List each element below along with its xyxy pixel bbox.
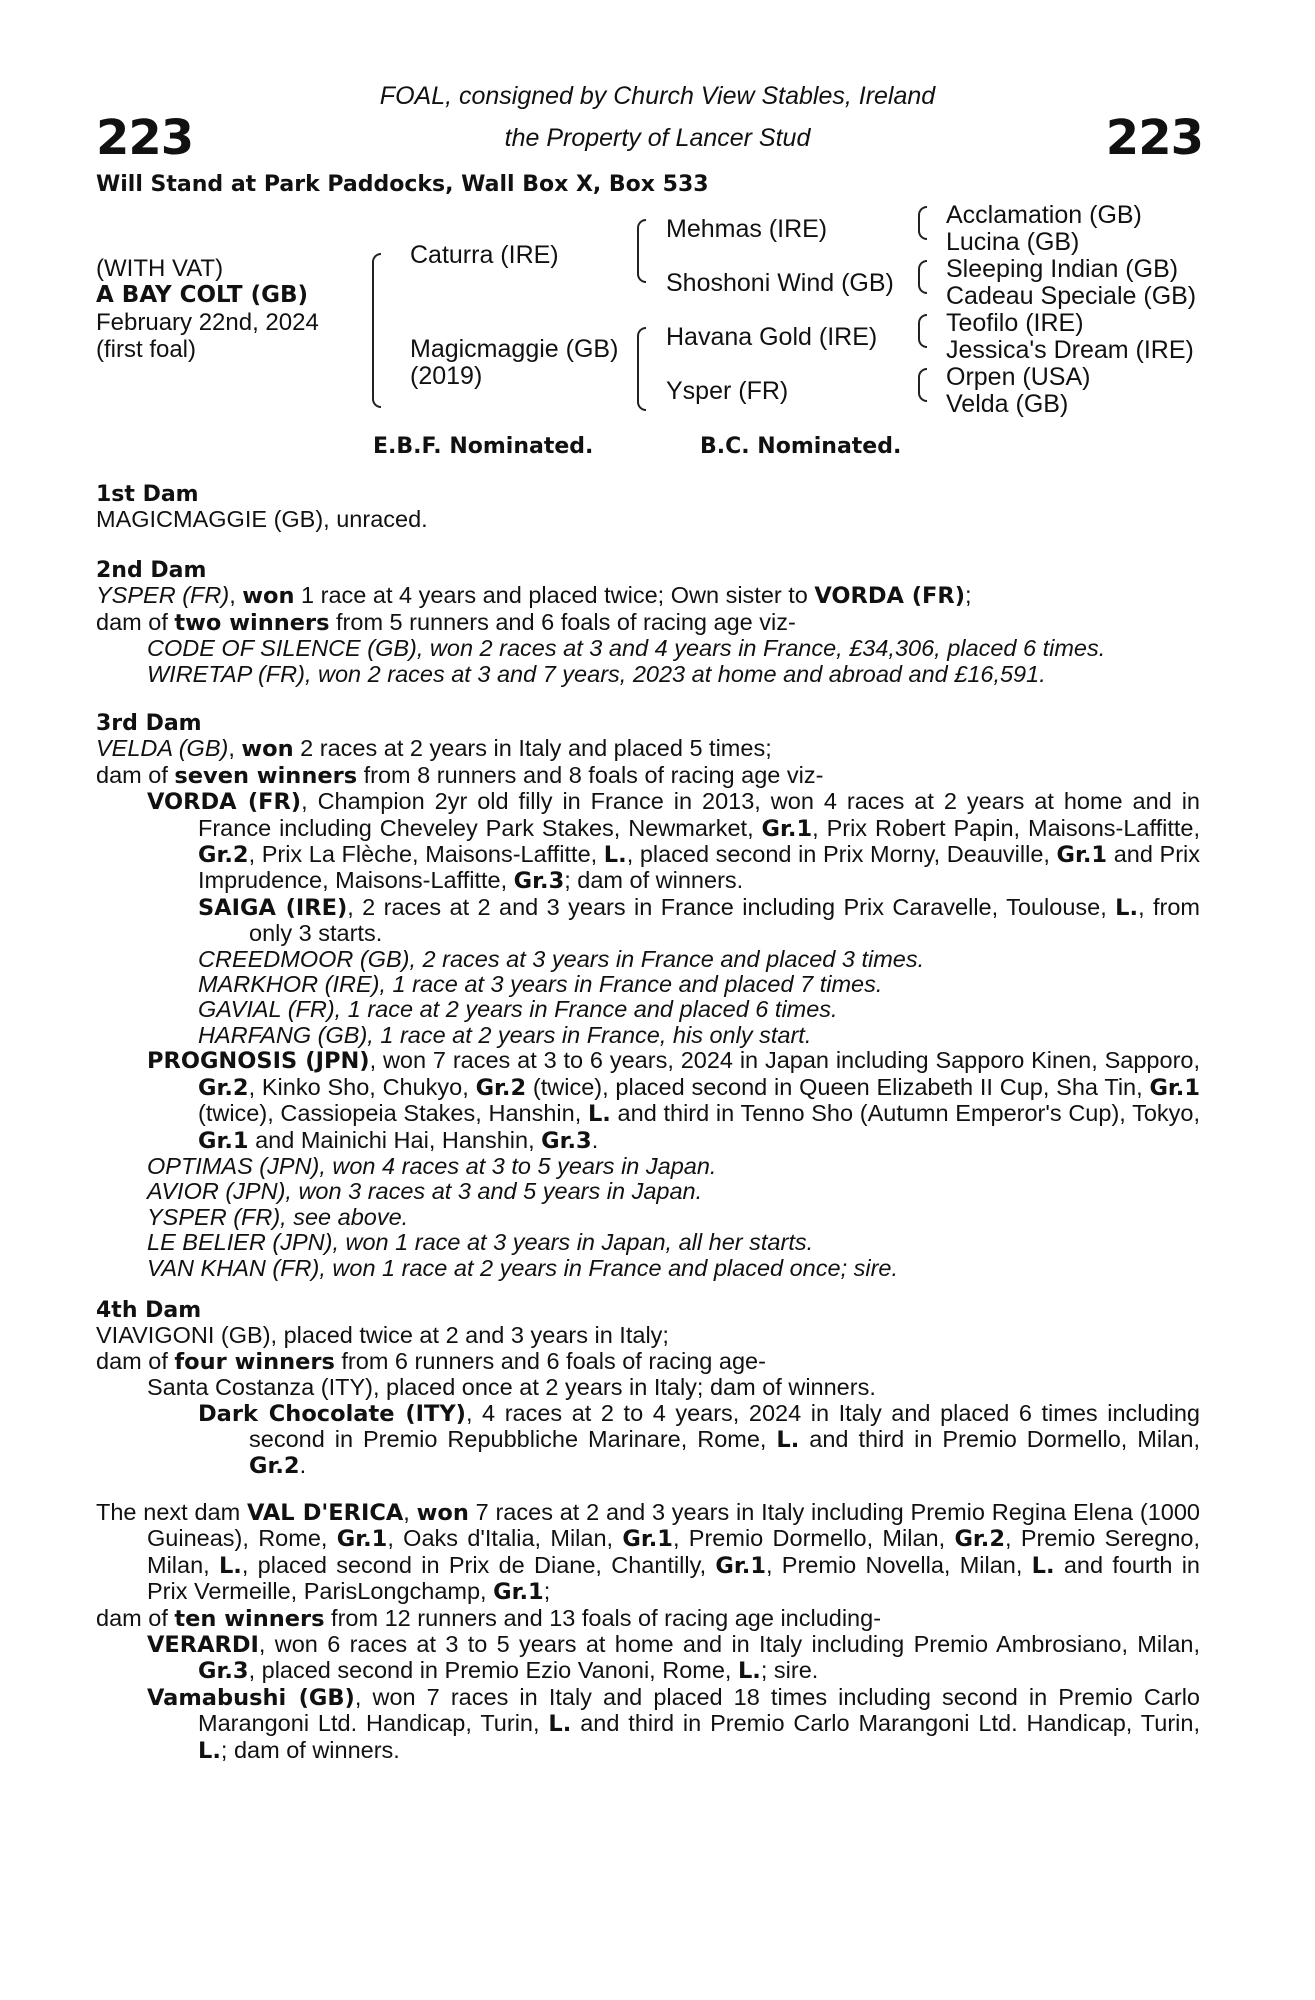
sire-name: Caturra (IRE) <box>410 241 559 269</box>
first-dam-line: MAGICMAGGIE (GB), unraced. <box>96 506 428 533</box>
third-dam-section <box>96 711 1200 1281</box>
brace-g3-2 <box>918 260 927 294</box>
second-dam-title: 2nd Dam <box>96 558 207 583</box>
brace-g3-1 <box>918 206 927 240</box>
lot-number-right: 223 <box>1105 110 1203 166</box>
first-dam-section <box>96 482 1200 533</box>
fourth-dam-title: 4th Dam <box>96 1298 202 1323</box>
produce-prognosis: PROGNOSIS (JPN), won 7 races at 3 to 6 years, 2024 in Japan including Sapporo Kinen, Sapporo, Gr.2, Kinko Sho, Chukyo, Gr.2 (twice), placed second in Queen Elizabeth II Cup, Sha Tin, Gr.1 (twice), Cassiopeia Stakes, Hanshin, L. and third in Tenno Sho (Autumn Emperor's Cup), Tokyo, Gr.1 and Mainichi Hai, Hanshin, Gr.3. <box>147 1047 1200 1154</box>
third-dam-line2: dam of seven winners from 8 runners and 8 foals of racing age viz- <box>96 761 824 789</box>
produce-dark-chocolate: Dark Chocolate (ITY), 4 races at 2 to 4 years, 2024 in Italy and placed 6 times including second in Premio Repubbliche Marinare, Rome, L. and third in Premio Dormello, Milan, Gr.2. <box>198 1399 1201 1480</box>
g3-jessicas-dream: Jessica's Dream (IRE) <box>946 336 1194 364</box>
bc-nomination: B.C. Nominated. <box>700 434 902 459</box>
fourth-dam-line1: VIAVIGONI (GB), placed twice at 2 and 3 years in Italy; <box>96 1322 669 1349</box>
second-dam-section <box>96 558 1200 687</box>
dam-dam: Ysper (FR) <box>666 377 789 405</box>
produce-markhor: MARKHOR (IRE), 1 race at 3 years in France and placed 7 times. <box>198 971 883 998</box>
first-dam-title: 1st Dam <box>96 482 199 507</box>
third-dam-title: 3rd Dam <box>96 711 202 736</box>
g3-lucina: Lucina (GB) <box>946 228 1080 256</box>
next-dam-line2: dam of ten winners from 12 runners and 13 foals of racing age including- <box>96 1604 882 1632</box>
g3-sleeping-indian: Sleeping Indian (GB) <box>946 255 1179 283</box>
foal-note: (first foal) <box>96 336 197 363</box>
sire-sire: Mehmas (IRE) <box>666 215 828 243</box>
property-line: the Property of Lancer Stud <box>504 124 811 152</box>
g3-velda: Velda (GB) <box>946 390 1069 418</box>
produce-santa-costanza: Santa Costanza (ITY), placed once at 2 years in Italy; dam of winners. <box>147 1374 876 1401</box>
consignor-line: FOAL, consigned by Church View Stables, Ireland <box>379 82 936 110</box>
produce-van-khan: VAN KHAN (FR), won 1 race at 2 years in France and placed once; sire. <box>147 1254 899 1281</box>
second-dam-line2: dam of two winners from 5 runners and 6 foals of racing age viz- <box>96 608 796 636</box>
second-dam-produce-2: WIRETAP (FR), won 2 races at 3 and 7 years, 2023 at home and abroad and £16,591. <box>147 660 1046 687</box>
second-dam-produce-1: CODE OF SILENCE (GB), won 2 races at 3 and 4 years in France, £34,306, placed 6 times. <box>147 635 1106 662</box>
subject-block <box>96 255 319 363</box>
brace-dam-gen2 <box>637 327 646 411</box>
next-dam-section <box>96 1500 1200 1764</box>
horse-name: A BAY COLT (GB) <box>96 282 309 308</box>
next-dam-record: The next dam VAL D'ERICA, won 7 races at 2 and 3 years in Italy including Premio Regina Elena (1000 Guineas), Rome, Gr.1, Oaks d'Italia, Milan, Gr.1, Premio Dormello, Milan, Gr.2, Premio Seregno, Milan, L., placed second in Prix de Diane, Chantilly, Gr.1, Premio Novella, Milan, L. and fourth in Prix Vermeille, ParisLongchamp, Gr.1; <box>96 1499 1201 1606</box>
produce-gavial: GAVIAL (FR), 1 race at 2 years in France and placed 6 times. <box>198 996 838 1023</box>
produce-le-belier: LE BELIER (JPN), won 1 race at 3 years in Japan, all her starts. <box>147 1229 814 1256</box>
dam-name: Magicmaggie (GB) <box>410 335 619 363</box>
foaling-date: February 22nd, 2024 <box>96 309 319 336</box>
produce-saiga: SAIGA (IRE), 2 races at 2 and 3 years in France including Prix Caravelle, Toulouse, L., from only 3 starts. <box>198 893 1201 947</box>
g3-teofilo: Teofilo (IRE) <box>946 309 1084 337</box>
vat-note: (WITH VAT) <box>96 255 224 282</box>
brace-g3-3 <box>918 314 927 348</box>
produce-vamabushi: Vamabushi (GB), won 7 races in Italy and placed 18 times including second in Premio Carlo Marangoni Ltd. Handicap, Turin, L. and third in Premio Carlo Marangoni Ltd. Handicap, Turin, L.; dam of winners. <box>147 1683 1200 1764</box>
fourth-dam-line2: dam of four winners from 6 runners and 6 foals of racing age- <box>96 1347 766 1375</box>
g3-cadeau-speciale: Cadeau Speciale (GB) <box>946 282 1197 310</box>
stand-location: Will Stand at Park Paddocks, Wall Box X, Box 533 <box>96 172 709 197</box>
g3-orpen: Orpen (USA) <box>946 363 1091 391</box>
g3-acclamation: Acclamation (GB) <box>946 201 1142 229</box>
brace-gen1 <box>372 253 381 408</box>
lot-number-left: 223 <box>96 110 194 166</box>
produce-creedmoor: CREEDMOOR (GB), 2 races at 3 years in France and placed 3 times. <box>198 945 925 972</box>
produce-verardi: VERARDI, won 6 races at 3 to 5 years at home and in Italy including Premio Ambrosiano, Milan, Gr.3, placed second in Premio Ezio Vanoni, Rome, L.; sire. <box>147 1631 1200 1685</box>
dam-sire: Havana Gold (IRE) <box>666 323 878 351</box>
brace-g3-4 <box>918 368 927 402</box>
ebf-nomination: E.B.F. Nominated. <box>373 434 594 459</box>
brace-sire-gen2 <box>637 219 646 283</box>
produce-vorda: VORDA (FR), Champion 2yr old filly in France in 2013, won 4 races at 2 years at home and in France including Cheveley Park Stakes, Newmarket, Gr.1, Prix Robert Papin, Maisons-Laffitte, Gr.2, Prix La Flèche, Maisons-Laffitte, L., placed second in Prix Morny, Deauville, Gr.1 and Prix Imprudence, Maisons-Laffitte, Gr.3; dam of winners. <box>147 788 1201 895</box>
produce-avior: AVIOR (JPN), won 3 races at 3 and 5 years in Japan. <box>147 1178 703 1205</box>
third-dam-line1: VELDA (GB), won 2 races at 2 years in Italy and placed 5 times; <box>96 735 772 763</box>
produce-harfang: HARFANG (GB), 1 race at 2 years in France, his only start. <box>198 1021 812 1048</box>
produce-ysper: YSPER (FR), see above. <box>147 1203 409 1230</box>
sire-dam: Shoshoni Wind (GB) <box>666 269 894 297</box>
fourth-dam-section <box>96 1298 1200 1480</box>
second-dam-line1: YSPER (FR), won 1 race at 4 years and placed twice; Own sister to VORDA (FR); <box>96 582 972 610</box>
produce-optimas: OPTIMAS (JPN), won 4 races at 3 to 5 years in Japan. <box>147 1152 717 1179</box>
dam-year: (2019) <box>410 362 483 390</box>
